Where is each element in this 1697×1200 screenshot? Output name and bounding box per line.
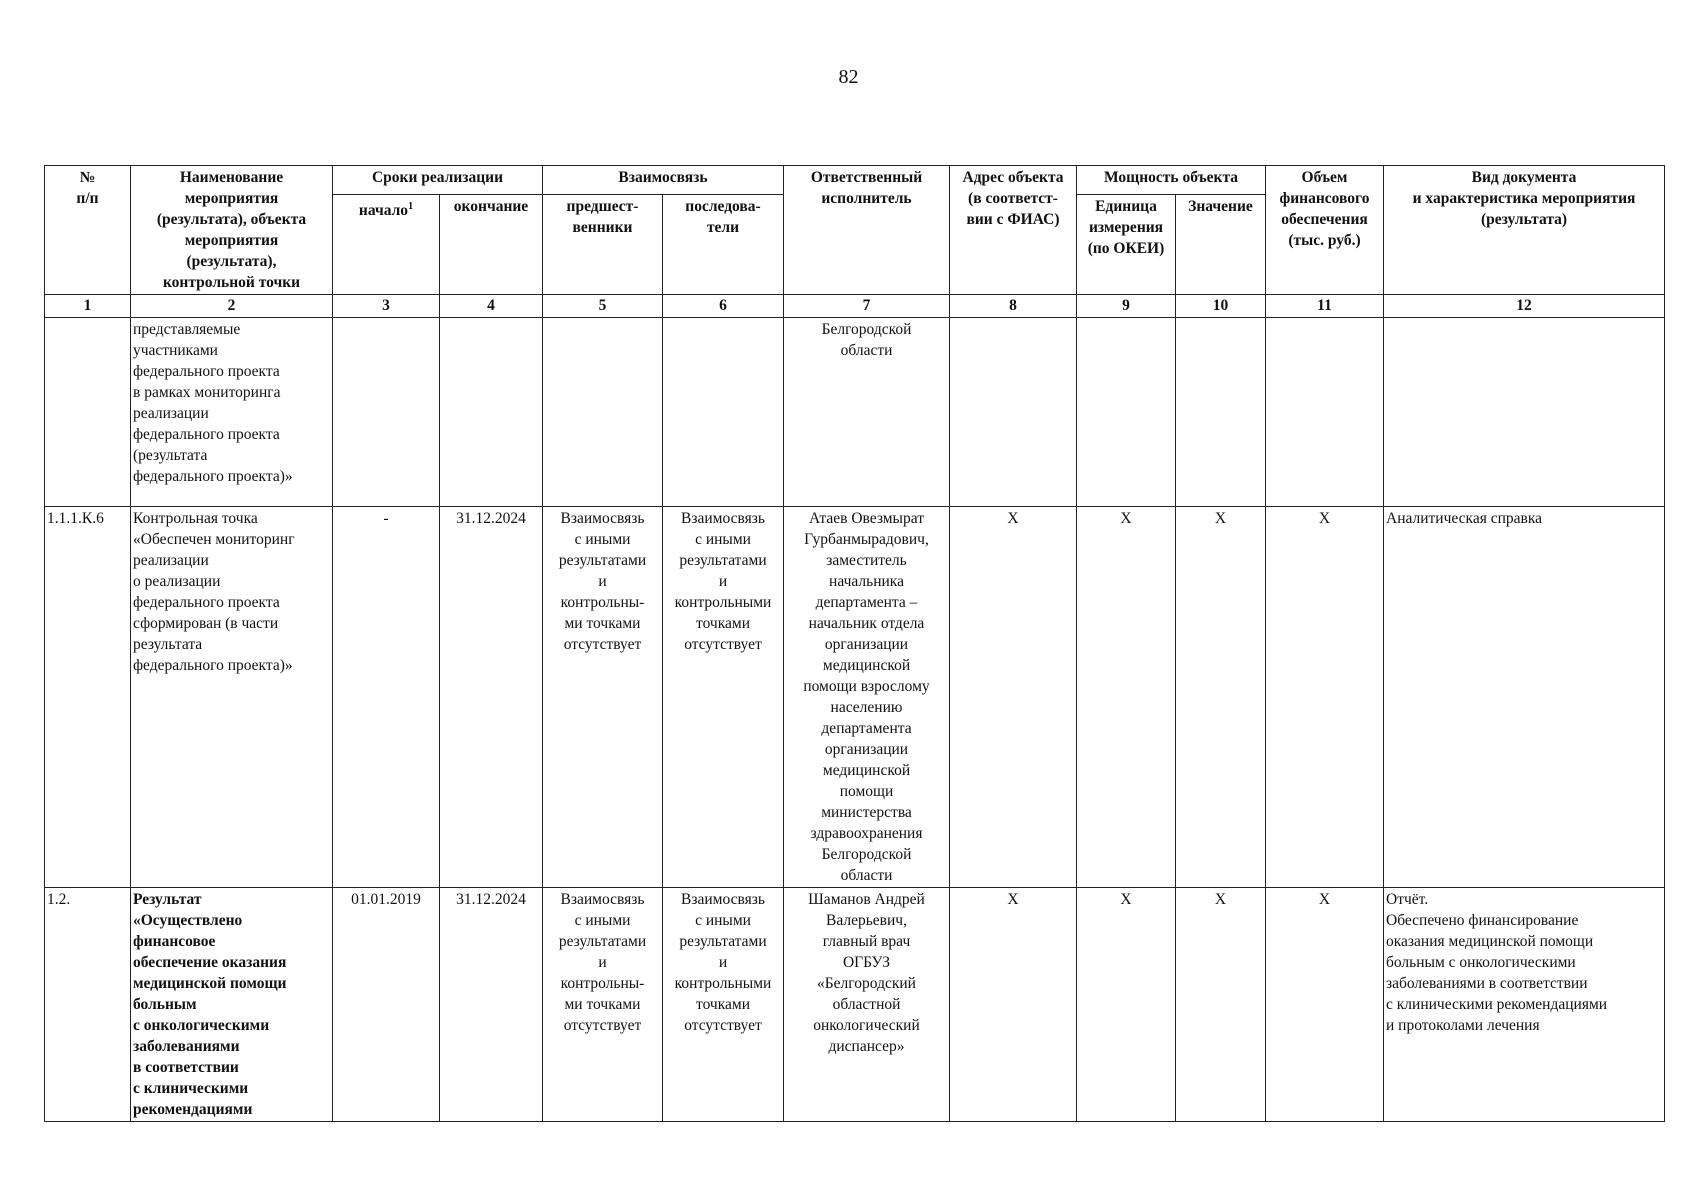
- row-doc: [1384, 318, 1665, 507]
- row-predecessors: [543, 318, 663, 507]
- header-value: Значение: [1176, 195, 1266, 295]
- row-unit: Х: [1077, 507, 1176, 888]
- row-num: 1.1.1.К.6: [45, 507, 131, 888]
- row-name: представляемые участниками федерального проекта в рамках мониторинга реализации федерального проекта (результата федерального проекта)»: [131, 318, 333, 507]
- row-unit: Х: [1077, 888, 1176, 1122]
- project-plan-table: [44, 165, 1665, 1122]
- column-number: 1: [45, 295, 131, 318]
- row-finance: [1266, 318, 1384, 507]
- row-start: -: [333, 507, 440, 888]
- header-num: № п/п: [45, 166, 131, 295]
- row-doc: Отчёт. Обеспечено финансирование оказания медицинской помощи больным с онкологическими заболеваниями в соответствии с клиническими рекомендациями и протоколами лечения: [1384, 888, 1665, 1122]
- row-name: Результат «Осуществлено финансовое обеспечение оказания медицинской помощи больным с онкологическими заболеваниями в соответствии с клиническими рекомендациями: [131, 888, 333, 1122]
- row-end: 31.12.2024: [440, 507, 543, 888]
- header-address: Адрес объекта (в соответст- вии с ФИАС): [950, 166, 1077, 295]
- column-number: 12: [1384, 295, 1665, 318]
- row-doc: Аналитическая справка: [1384, 507, 1665, 888]
- column-number: 2: [131, 295, 333, 318]
- row-responsible: Шаманов Андрей Валерьевич, главный врач ОГБУЗ «Белгородский областной онкологический диспансер»: [784, 888, 950, 1122]
- column-number: 3: [333, 295, 440, 318]
- row-value: Х: [1176, 888, 1266, 1122]
- row-address: [950, 318, 1077, 507]
- column-number: 8: [950, 295, 1077, 318]
- table-row: [45, 318, 1665, 507]
- header-name: Наименование мероприятия (результата), объекта мероприятия (результата), контрольной точки: [131, 166, 333, 295]
- header-successors: последова- тели: [663, 195, 784, 295]
- header-capacity: Мощность объекта: [1077, 166, 1266, 195]
- header-responsible: Ответственный исполнитель: [784, 166, 950, 295]
- header-relation: Взаимосвязь: [543, 166, 784, 195]
- column-number: 5: [543, 295, 663, 318]
- row-responsible: Белгородской области: [784, 318, 950, 507]
- column-numbers-row: [45, 295, 1665, 318]
- row-predecessors: Взаимосвязь с иными результатами и контрольны- ми точками отсутствует: [543, 888, 663, 1122]
- header-end: окончание: [440, 195, 543, 295]
- header-terms: Сроки реализации: [333, 166, 543, 195]
- row-responsible: Атаев Овезмырат Гурбанмырадович, заместитель начальника департамента – начальник отдела организации медицинской помощи взрослому населению департамента организации медицинской помощи министерства здравоохранения Белгородской области: [784, 507, 950, 888]
- row-num: [45, 318, 131, 507]
- column-number: 11: [1266, 295, 1384, 318]
- page-number: 82: [838, 66, 859, 88]
- column-number: 6: [663, 295, 784, 318]
- row-successors: Взаимосвязь с иными результатами и контрольными точками отсутствует: [663, 888, 784, 1122]
- row-name: Контрольная точка «Обеспечен мониторинг реализации о реализации федерального проекта сформирован (в части результата федерального проекта)»: [131, 507, 333, 888]
- header-predecessors: предшест- венники: [543, 195, 663, 295]
- row-start: 01.01.2019: [333, 888, 440, 1122]
- row-unit: [1077, 318, 1176, 507]
- header-finance: Объем финансового обеспечения (тыс. руб.): [1266, 166, 1384, 295]
- table-row: [45, 507, 1665, 888]
- table-row: [45, 888, 1665, 1122]
- row-address: Х: [950, 507, 1077, 888]
- row-predecessors: Взаимосвязь с иными результатами и контрольны- ми точками отсутствует: [543, 507, 663, 888]
- header-start: начало$^1$: [333, 195, 440, 295]
- row-value: [1176, 318, 1266, 507]
- row-address: Х: [950, 888, 1077, 1122]
- header-doc: Вид документа и характеристика мероприятия (результата): [1384, 166, 1665, 295]
- column-number: 9: [1077, 295, 1176, 318]
- column-number: 4: [440, 295, 543, 318]
- header-unit: Единица измерения (по ОКЕИ): [1077, 195, 1176, 295]
- column-number: 10: [1176, 295, 1266, 318]
- row-end: 31.12.2024: [440, 888, 543, 1122]
- row-value: Х: [1176, 507, 1266, 888]
- row-num: 1.2.: [45, 888, 131, 1122]
- row-successors: Взаимосвязь с иными результатами и контрольными точками отсутствует: [663, 507, 784, 888]
- row-successors: [663, 318, 784, 507]
- row-end: [440, 318, 543, 507]
- row-finance: Х: [1266, 507, 1384, 888]
- row-finance: Х: [1266, 888, 1384, 1122]
- row-start: [333, 318, 440, 507]
- column-number: 7: [784, 295, 950, 318]
